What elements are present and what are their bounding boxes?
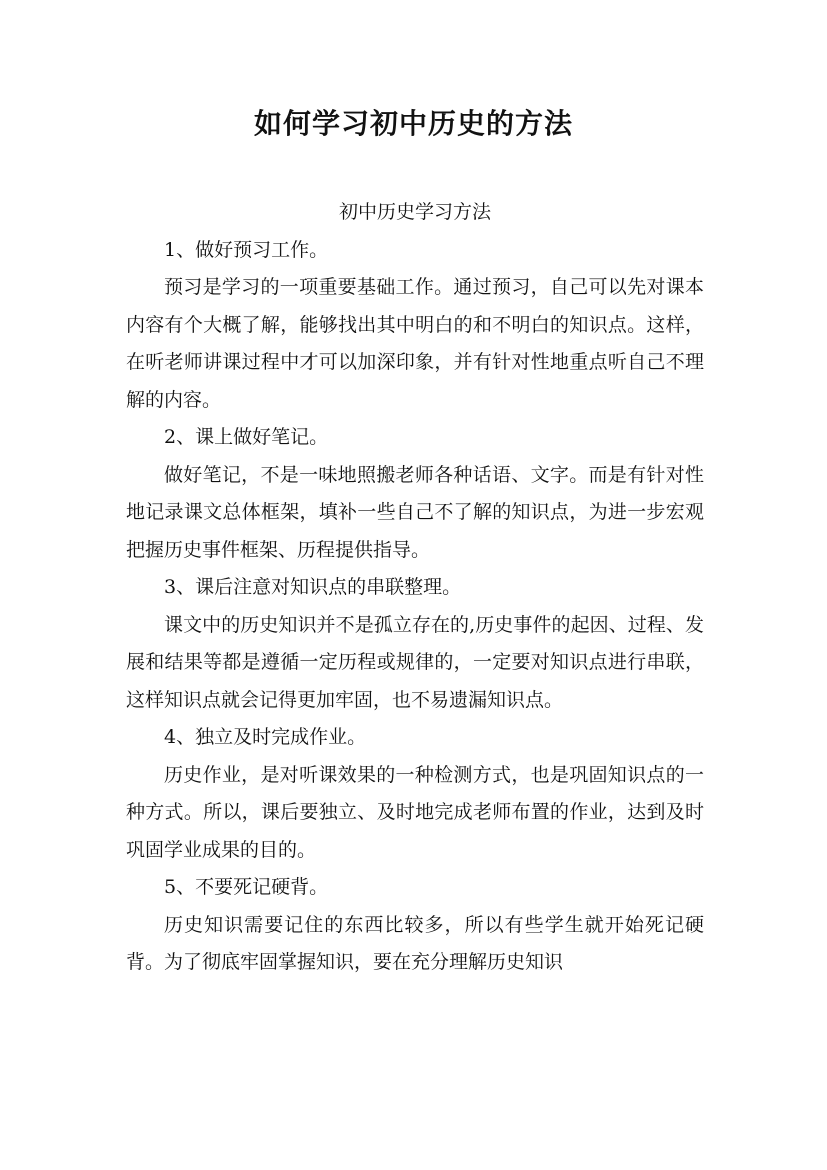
- paragraph-3: 课文中的历史知识并不是孤立存在的,历史事件的起因、过程、发展和结果等都是遵循一定历程或规律的，一定要对知识点进行串联，这样知识点就会记得更加牢固，也不易遗漏知识点。: [126, 613, 704, 711]
- paragraph-2: 做好笔记，不是一味地照搬老师各种话语、文字。而是有针对性地记录课文总体框架，填补一些自己不了解的知识点，为进一步宏观把握历史事件框架、历程提供指导。: [126, 463, 704, 561]
- section-heading-1: 1、做好预习工作。: [164, 238, 329, 261]
- section-heading-5: 5、不要死记硬背。: [164, 876, 329, 898]
- paragraph-1: 预习是学习的一项重要基础工作。通过预习，自己可以先对课本内容有个大概了解，能够找出其中明白的和不明白的知识点。这样，在听老师讲课过程中才可以加深印象，并有针对性地重点听自己不理解的内容。: [126, 276, 704, 411]
- section-heading-4: 4、独立及时完成作业。: [164, 726, 367, 748]
- section-heading-2: 2、课上做好笔记。: [164, 426, 329, 448]
- section-subtitle: 初中历史学习方法: [338, 201, 491, 223]
- section-heading-3: 3、课后注意对知识点的串联整理。: [164, 576, 462, 598]
- document-body: [126, 194, 704, 982]
- paragraph-4: 历史作业，是对听课效果的一种检测方式，也是巩固知识点的一种方式。所以，课后要独立、及时地完成老师布置的作业，达到及时巩固学业成果的目的。: [126, 763, 704, 861]
- document-title: 如何学习初中历史的方法: [253, 107, 573, 140]
- paragraph-5: 历史知识需要记住的东西比较多，所以有些学生就开始死记硬背。为了彻底牢固掌握知识，要在充分理解历史知识: [126, 913, 704, 973]
